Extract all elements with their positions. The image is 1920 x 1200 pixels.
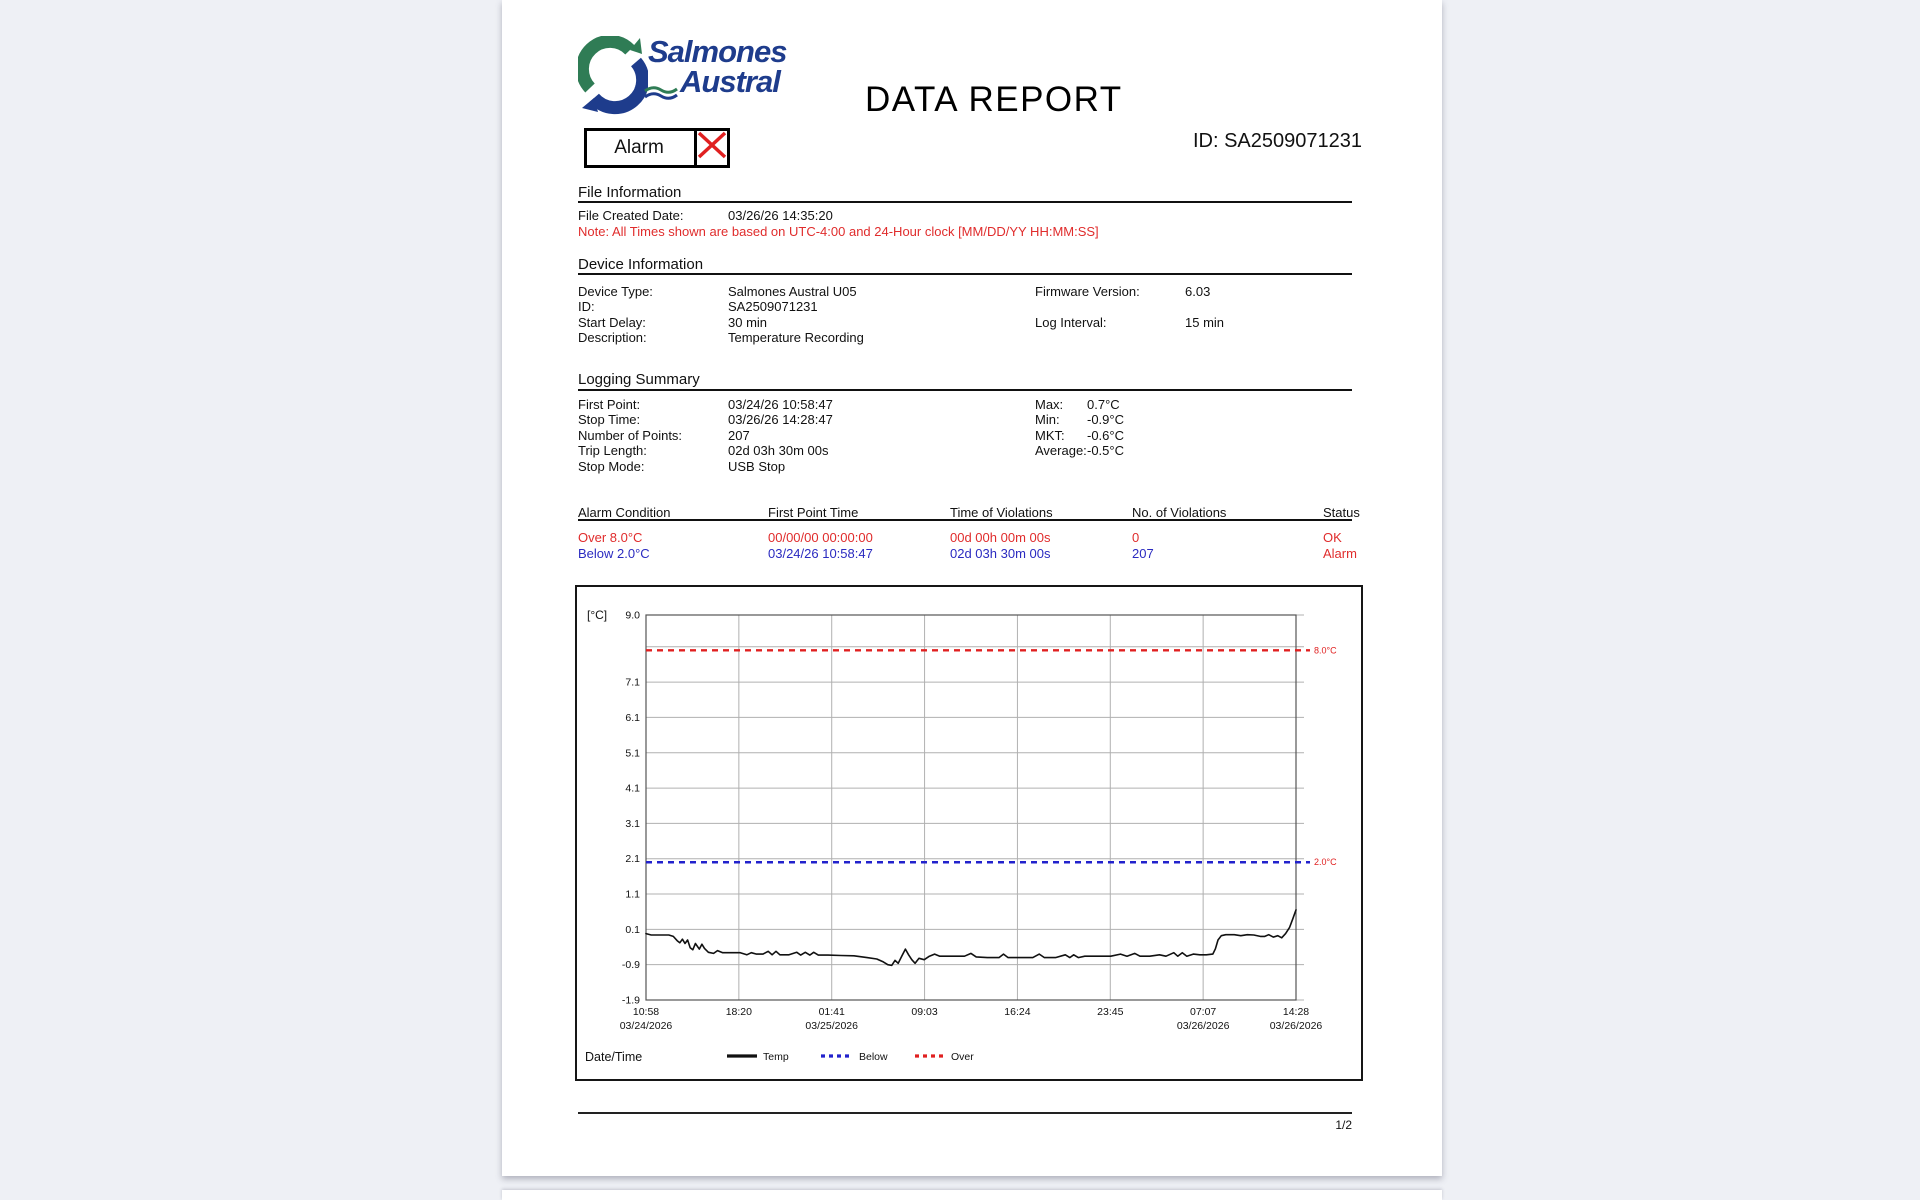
alarm-table-header: Alarm Condition (578, 505, 671, 520)
y-tick-label: 3.1 (625, 817, 640, 830)
alarm-checked-icon (694, 131, 727, 165)
section-title-file-information: File Information (578, 184, 682, 201)
threshold-label: 2.0°C (1314, 857, 1337, 868)
report-page-1 (502, 0, 1442, 1176)
y-tick-label: 2.1 (625, 853, 640, 866)
y-tick-label: 9.0 (625, 609, 640, 622)
alarm-table-header: Status (1323, 505, 1360, 520)
device-info-value: Temperature Recording (728, 330, 864, 345)
section-rule (578, 201, 1352, 203)
salmones-austral-logo-icon (578, 36, 648, 118)
device-info-label: Firmware Version: (1035, 284, 1140, 299)
x-tick-time: 01:41 (818, 1006, 845, 1018)
x-axis-title: Date/Time (585, 1050, 643, 1064)
y-tick-label: 5.1 (625, 747, 640, 760)
legend-label: Over (951, 1051, 974, 1063)
alarm-table-cell: Below 2.0°C (578, 546, 650, 561)
legend-label: Below (859, 1051, 888, 1063)
alarm-table-header: Time of Violations (950, 505, 1053, 520)
logging-summary-value: -0.5°C (1087, 443, 1124, 458)
logging-summary-value: 03/26/26 14:28:47 (728, 412, 833, 427)
file-created-value: 03/26/26 14:35:20 (728, 208, 833, 223)
logging-summary-value: 02d 03h 30m 00s (728, 443, 829, 458)
alarm-status-cell: OK (1323, 530, 1342, 545)
id-value: SA2509071231 (1224, 130, 1362, 152)
x-tick-date: 03/26/2026 (1176, 1020, 1230, 1032)
logging-summary-label: Stop Time: (578, 412, 641, 427)
temperature-chart (575, 585, 1363, 1081)
alarm-table-cell: 0 (1132, 530, 1140, 545)
device-info-label: Start Delay: (578, 315, 646, 330)
alarm-flag-box (584, 128, 730, 168)
alarm-flag-label: Alarm (614, 137, 664, 158)
alarm-status-cell: Alarm (1323, 546, 1357, 561)
logo-wordmark-line1: Salmones (648, 34, 787, 69)
x-tick-time: 23:45 (1097, 1006, 1124, 1018)
device-info-label: Device Type: (578, 284, 653, 299)
x-tick-date: 03/24/2026 (619, 1020, 673, 1032)
alarm-table-cell: 03/24/26 10:58:47 (768, 546, 873, 561)
logging-summary-label: Number of Points: (578, 428, 683, 443)
x-tick-time: 16:24 (1004, 1006, 1031, 1018)
alarm-table-header: No. of Violations (1132, 505, 1227, 520)
threshold-label: 8.0°C (1314, 645, 1337, 656)
alarm-table-cell: Over 8.0°C (578, 530, 643, 545)
logging-summary-value: USB Stop (728, 459, 786, 474)
logo-wave-icon (644, 86, 678, 100)
temperature-chart-svg (577, 587, 1361, 1079)
logging-summary-value: -0.6°C (1087, 428, 1124, 443)
alarm-table-cell: 00d 00h 00m 00s (950, 530, 1051, 545)
y-tick-label: 6.1 (625, 711, 640, 724)
footer-rule (578, 1112, 1352, 1114)
logging-summary-value: 0.7°C (1087, 397, 1120, 412)
y-tick-label: -1.9 (621, 994, 640, 1007)
logo-wordmark-line2: Austral (680, 64, 780, 99)
y-tick-label: 1.1 (625, 888, 640, 901)
times-note: Note: All Times shown are based on UTC-4:00 and 24-Hour clock [MM/DD/YY HH:MM:SS] (578, 224, 1099, 239)
y-tick-label: 7.1 (625, 676, 640, 689)
logging-summary-label: Stop Mode: (578, 459, 645, 474)
x-tick-time: 18:20 (725, 1006, 752, 1018)
report-page-2-edge (502, 1190, 1442, 1200)
logging-summary-value: -0.9°C (1087, 412, 1124, 427)
x-tick-time: 14:28 (1282, 1006, 1310, 1018)
alarm-table-header: First Point Time (768, 505, 859, 520)
device-id-line (1002, 130, 1362, 153)
logging-summary-label: Trip Length: (578, 443, 647, 458)
logging-summary-label: Min: (1035, 412, 1060, 427)
logging-summary-value: 03/24/26 10:58:47 (728, 397, 833, 412)
logging-summary-value: 207 (728, 428, 750, 443)
temperature-line (646, 910, 1296, 966)
plot-border (646, 615, 1296, 1000)
x-tick-time: 07:07 (1190, 1006, 1217, 1018)
report-title: DATA REPORT (865, 80, 1123, 119)
device-info-value: SA2509071231 (728, 299, 818, 314)
section-title-logging-summary: Logging Summary (578, 371, 700, 388)
device-info-value: 30 min (728, 315, 768, 330)
x-tick-time: 09:03 (911, 1006, 938, 1018)
device-info-value: 6.03 (1185, 284, 1211, 299)
logging-summary-label: MKT: (1035, 428, 1065, 443)
device-info-label: Description: (578, 330, 647, 345)
page-indicator: 1/2 (1335, 1118, 1352, 1132)
device-info-label: Log Interval: (1035, 315, 1107, 330)
logging-summary-label: First Point: (578, 397, 641, 412)
alarm-table-cell: 02d 03h 30m 00s (950, 546, 1051, 561)
logging-summary-label: Max: (1035, 397, 1064, 412)
section-rule (578, 273, 1352, 275)
device-info-value: 15 min (1185, 315, 1225, 330)
section-rule (578, 389, 1352, 391)
x-tick-date: 03/25/2026 (805, 1020, 858, 1032)
alarm-table-cell: 00/00/00 00:00:00 (768, 530, 873, 545)
y-tick-label: 0.1 (625, 923, 640, 936)
device-info-label: ID: (578, 299, 595, 314)
device-info-value: Salmones Austral U05 (728, 284, 857, 299)
y-axis-unit-label: [°C] (587, 608, 608, 622)
id-label: ID: (1192, 130, 1219, 152)
section-title-device-information: Device Information (578, 256, 704, 273)
x-tick-date: 03/26/2026 (1269, 1020, 1323, 1032)
file-created-label: File Created Date: (578, 208, 684, 223)
legend-label: Temp (763, 1051, 789, 1063)
logging-summary-label: Average: (1035, 443, 1087, 458)
y-tick-label: 4.1 (625, 782, 640, 795)
x-tick-time: 10:58 (632, 1006, 660, 1018)
y-tick-label: -0.9 (621, 959, 640, 972)
alarm-table-cell: 207 (1132, 546, 1154, 561)
